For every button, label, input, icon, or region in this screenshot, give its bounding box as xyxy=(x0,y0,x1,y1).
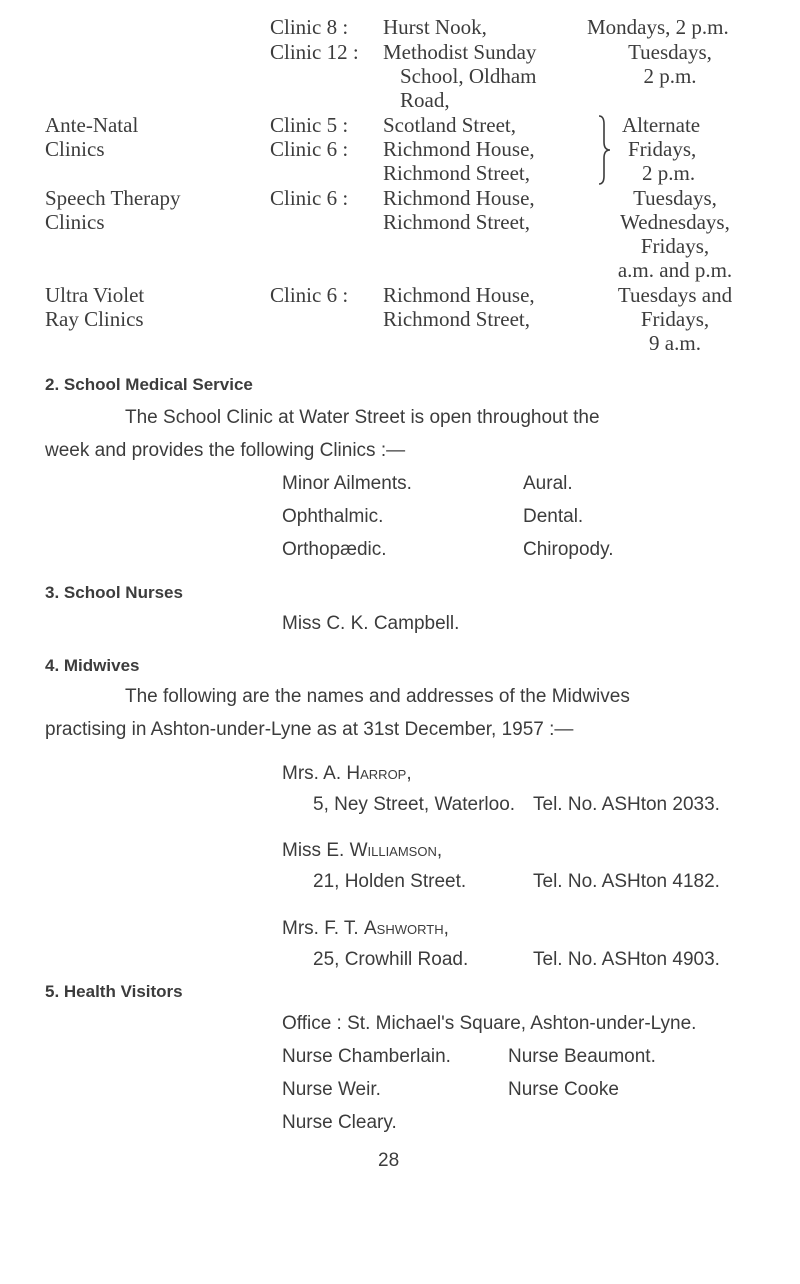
section-3-heading: 3. School Nurses xyxy=(45,583,183,602)
midwife-name xyxy=(282,762,412,786)
clinic-minor-ailments: Minor Ailments. xyxy=(282,473,412,494)
health-visitors-office: Office : St. Michael's Square, Ashton-under-Lyne. xyxy=(282,1013,697,1034)
section-5-heading: 5. Health Visitors xyxy=(45,982,183,1001)
midwife-address: 5, Ney Street, Waterloo. xyxy=(313,794,516,815)
antenatal-place-2: Richmond House, xyxy=(383,137,535,161)
antenatal-place-3: Richmond Street, xyxy=(383,161,530,185)
midwife-surname: Harrop, xyxy=(346,763,412,784)
section-4-para-1: The following are the names and addresses of the Midwives xyxy=(125,686,630,707)
nurse-cooke: Nurse Cooke xyxy=(508,1079,619,1100)
antenatal-label-2: Clinics xyxy=(45,137,105,161)
clinic-8-time: Mondays, 2 p.m. xyxy=(587,15,729,39)
midwife-surname: Williamson, xyxy=(349,840,443,861)
speech-time-3: Fridays, xyxy=(640,234,710,258)
speech-time-4: a.m. and p.m. xyxy=(617,258,733,282)
section-2-para-2: week and provides the following Clinics :— xyxy=(45,440,406,461)
antenatal-time-1: Alternate xyxy=(622,113,701,137)
midwife-name xyxy=(282,917,449,941)
nurse-weir: Nurse Weir. xyxy=(282,1079,381,1100)
section-4-heading: 4. Midwives xyxy=(45,656,140,675)
clinic-12-place-1: Methodist Sunday xyxy=(383,40,537,64)
uv-place-1: Richmond House, xyxy=(383,283,535,307)
midwife-tel: Tel. No. ASHton 2033. xyxy=(533,794,720,815)
midwife-tel: Tel. No. ASHton 4903. xyxy=(533,949,720,970)
clinic-dental: Dental. xyxy=(523,506,584,527)
clinic-chiropody: Chiropody. xyxy=(523,539,614,560)
midwife-title: Mrs. A. xyxy=(282,763,347,784)
uv-label-2: Ray Clinics xyxy=(45,307,144,331)
uv-time-3: 9 a.m. xyxy=(649,331,701,355)
speech-place-1: Richmond House, xyxy=(383,186,535,210)
speech-label-1: Speech Therapy xyxy=(45,186,181,210)
nurse-chamberlain: Nurse Chamberlain. xyxy=(282,1046,451,1067)
clinic-12-time-2: 2 p.m. xyxy=(643,64,697,88)
brace-icon xyxy=(596,114,612,186)
clinic-5-label: Clinic 5 : xyxy=(270,113,349,137)
midwife-title: Mrs. F. T. xyxy=(282,918,364,939)
school-nurse-name: Miss C. K. Campbell. xyxy=(282,613,460,634)
nurse-beaumont: Nurse Beaumont. xyxy=(508,1046,656,1067)
clinic-8-place: Hurst Nook, xyxy=(383,15,487,39)
uv-time-2: Fridays, xyxy=(640,307,710,331)
nurse-cleary: Nurse Cleary. xyxy=(282,1112,397,1133)
clinic-8-label: Clinic 8 : xyxy=(270,15,349,39)
section-2-para-1: The School Clinic at Water Street is open throughout the xyxy=(125,407,600,428)
antenatal-place-1: Scotland Street, xyxy=(383,113,516,137)
midwife-name xyxy=(282,839,442,863)
clinic-6-label-b: Clinic 6 : xyxy=(270,186,349,210)
clinic-12-label: Clinic 12 : xyxy=(270,40,359,64)
page-number: 28 xyxy=(378,1150,400,1171)
clinic-6-label-a: Clinic 6 : xyxy=(270,137,349,161)
uv-place-2: Richmond Street, xyxy=(383,307,530,331)
midwife-title: Miss E. xyxy=(282,840,350,861)
clinic-ophthalmic: Ophthalmic. xyxy=(282,506,384,527)
uv-time-1: Tuesdays and xyxy=(617,283,733,307)
speech-label-2: Clinics xyxy=(45,210,105,234)
clinic-6-label-c: Clinic 6 : xyxy=(270,283,349,307)
clinic-12-place-2: School, Oldham xyxy=(400,64,537,88)
clinic-orthopaedic: Orthopædic. xyxy=(282,539,387,560)
antenatal-time-3: 2 p.m. xyxy=(642,161,696,185)
midwife-address: 25, Crowhill Road. xyxy=(313,949,469,970)
speech-time-2: Wednesdays, xyxy=(620,210,730,234)
midwife-surname: Ashworth, xyxy=(363,918,449,939)
speech-time-1: Tuesdays, xyxy=(633,186,717,210)
speech-place-2: Richmond Street, xyxy=(383,210,530,234)
antenatal-label-1: Ante-Natal xyxy=(45,113,139,137)
clinic-12-place-3: Road, xyxy=(400,88,450,112)
antenatal-time-2: Fridays, xyxy=(628,137,697,161)
midwife-address: 21, Holden Street. xyxy=(313,871,467,892)
clinic-12-time-1: Tuesdays, xyxy=(628,40,712,64)
clinic-aural: Aural. xyxy=(523,473,573,494)
section-4-para-2: practising in Ashton-under-Lyne as at 31st December, 1957 :— xyxy=(45,719,574,740)
uv-label-1: Ultra Violet xyxy=(45,283,145,307)
section-2-heading: 2. School Medical Service xyxy=(45,375,253,394)
midwife-tel: Tel. No. ASHton 4182. xyxy=(533,871,720,892)
